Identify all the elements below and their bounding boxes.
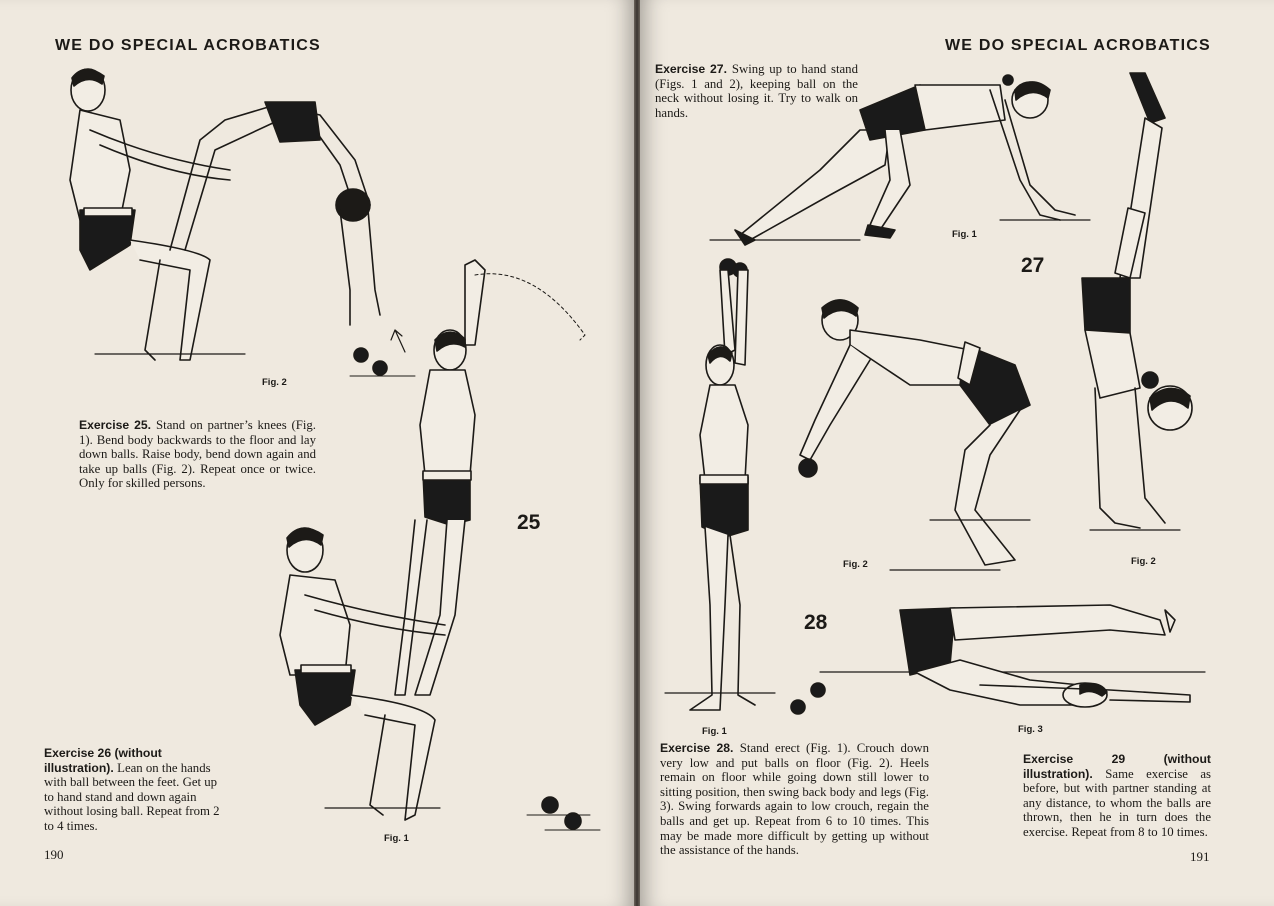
exercise-28-text-block	[660, 741, 929, 858]
exercise-27-title: Exercise 27.	[655, 62, 732, 76]
exercise-28-body: Stand erect (Fig. 1). Crouch down very low and put balls on floor (Fig. 2). Heels remain on floor while going down still lower to sitting position, then swing back body and legs (Fig. 3). Swing forwards again to low crouch, regain the balls and get up. Repeat from 6 to 10 times. This may be made more difficult by getting up without the assistance of the hands.	[660, 741, 929, 858]
exercise-28-fig1-illustration	[660, 255, 780, 725]
fig1-label-ex25: Fig. 1	[384, 833, 409, 844]
exercise-29-title: Exercise 29 (without illustration).	[1023, 752, 1211, 781]
exercise-28-title: Exercise 28.	[660, 741, 740, 755]
figure-number-28: 28	[804, 611, 828, 634]
left-page	[0, 0, 634, 906]
exercise-26-body: Lean on the hands with ball between the feet. Get up to hand stand and down again without losing ball. Repeat from 2 to 4 times.	[44, 760, 220, 833]
exercise-27-fig1-illustration	[710, 70, 1090, 250]
figure-number-25: 25	[517, 511, 541, 534]
exercise-27-fig2-illustration	[1070, 68, 1210, 553]
ex28-fig3-label: Fig. 3	[1018, 724, 1043, 735]
ex27-fig1-label: Fig. 1	[952, 229, 977, 240]
exercise-25-body: Stand on partner’s knees (Fig. 1). Bend body backwards to the floor and lay down balls. Raise body, bend down again and take up balls (Fig. 2). Repeat once or twice. Only for skilled persons.	[79, 418, 316, 491]
exercise-28-fig2-illustration	[780, 290, 1040, 580]
right-page	[640, 0, 1274, 906]
page-number-left: 190	[44, 847, 64, 862]
exercise-26-text-block	[44, 746, 221, 834]
exercise-29-text-block	[1023, 752, 1211, 840]
ex27-fig2-label: Fig. 2	[1131, 556, 1156, 567]
fig2-label-ex25: Fig. 2	[262, 377, 287, 388]
ex28-fig1-label: Fig. 1	[702, 726, 727, 737]
running-head-right: WE DO SPECIAL ACROBATICS	[945, 37, 1211, 54]
exercise-25-fig1-illustration	[265, 255, 605, 835]
exercise-25-title: Exercise 25.	[79, 418, 157, 432]
exercise-29-body: Same exercise as before, but with partner standing at any distance, to whom the balls are thrown, then he in turn does the exercise. Repeat from 8 to 10 times.	[1023, 766, 1211, 839]
exercise-27-body: Swing up to hand stand (Figs. 1 and 2), keeping ball on the neck without losing it. Try to walk on hands.	[655, 62, 858, 120]
page-number-right: 191	[1190, 849, 1210, 864]
ex28-fig2-label: Fig. 2	[843, 559, 868, 570]
running-head-left: WE DO SPECIAL ACROBATICS	[55, 37, 321, 54]
exercise-26-title: Exercise 26 (without illustration).	[44, 746, 162, 775]
figure-number-27: 27	[1021, 254, 1045, 277]
exercise-28-fig3-illustration	[780, 600, 1210, 725]
